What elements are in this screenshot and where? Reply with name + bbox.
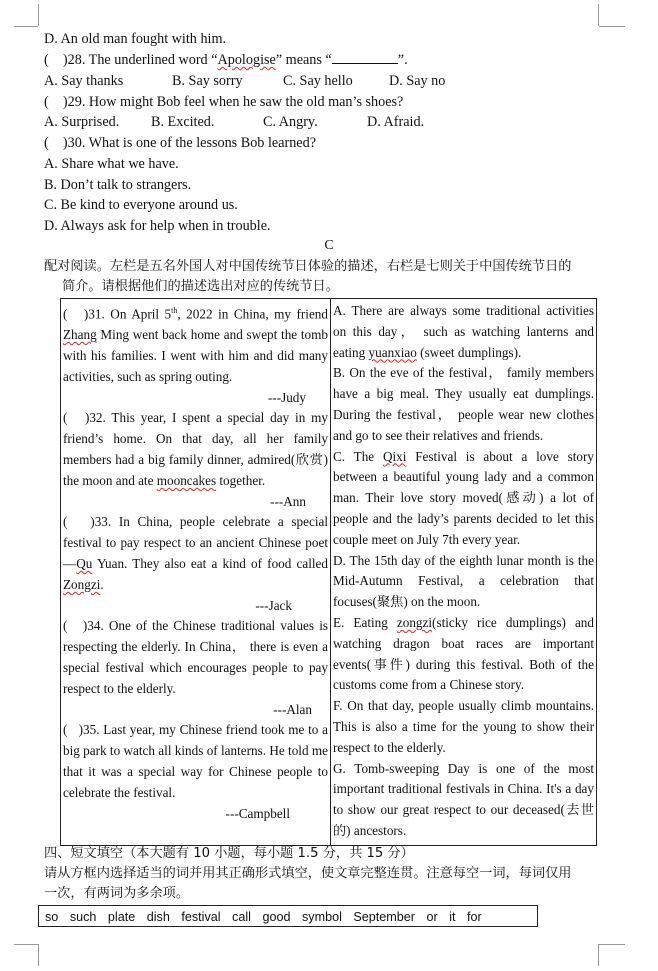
section-c-instruction-1: 配对阅读。左栏是五名外国人对中国传统节日体验的描述，右栏是七则关于中国传统节日的 — [44, 259, 572, 274]
word-bank-item: symbol — [301, 910, 342, 924]
item-35-signature: ---Campbell — [225, 805, 290, 821]
item-33: ( )33. In China, people celebrate a special festival to pay respect to an ancient Chinese poet—Qu Yuan. They also eat a kind of food called Zongzi. — [63, 514, 328, 592]
item-34: ( )34. One of the Chinese traditional values is respecting the elderly. In China， there is even a special festival which encourages people to pay respect to the elderly. — [63, 618, 328, 696]
option-e: E. Eating zongzi(sticky rice dumplings) and watching dragon boat races are important events(事件) during this festival. Both of the customs come from a Chinese story. — [333, 614, 594, 693]
q29-option-b: B. Excited. — [151, 114, 215, 130]
q28-option-d: D. Say no — [389, 73, 446, 89]
item-31: ( )31. On April 5th, 2022 in China, my friend Zhang Ming went back home and swept the tomb with his families. I went with him and did many activities, such as spring outing. — [63, 306, 328, 384]
section-4-instruction-2: 一次，有两词为多余项。 — [44, 886, 190, 901]
crop-mark-bottom-left-v — [38, 944, 39, 966]
word-bank — [38, 905, 538, 927]
q29-options — [44, 112, 424, 132]
word-bank-item: dish — [146, 910, 170, 924]
underlined-word: Apologise — [217, 52, 276, 68]
q28-stem: ( )28. The underlined word “Apologise” means “ ”. — [44, 52, 408, 68]
q28-option-a: A. Say thanks — [44, 73, 124, 89]
option-f: F. On that day, people usually climb mountains. This is also a time for the young to show their respect to the elderly. — [333, 698, 594, 755]
option-g: G. Tomb-sweeping Day is one of the most important traditional festivals in China. It's a day to show our great respect to our deceased(去世的) ancestors. — [333, 760, 594, 838]
q27-option-d: D. An old man fought with him. — [44, 31, 227, 47]
q30-option-d: D. Always ask for help when in trouble. — [44, 218, 271, 234]
matching-table — [60, 298, 597, 846]
word-bank-item: it — [449, 910, 456, 924]
answer-blank — [332, 51, 398, 64]
q28-option-b: B. Say sorry — [172, 73, 243, 89]
q30-option-b: B. Don’t talk to strangers. — [44, 177, 192, 193]
q29-option-d: D. Afraid. — [367, 114, 425, 130]
word-bank-item: plate — [107, 910, 136, 924]
crop-mark-bottom-right-h — [599, 944, 625, 945]
item-32-signature: ---Ann — [270, 493, 306, 509]
item-32: ( )32. This year, I spent a special day in my friend’s home. On that day, all her family members had a big family dinner, admired(欣赏) the moon and ate mooncakes together. — [63, 410, 328, 488]
section-4-instruction-1: 请从方框内选择适当的词并用其正确形式填空，使文章完整连贯。注意每空一词，每词仅用 — [44, 866, 572, 881]
crop-mark-bottom-left-h — [14, 944, 38, 945]
item-34-signature: ---Alan — [273, 701, 312, 717]
q28-option-c: C. Say hello — [283, 73, 353, 89]
crop-mark-top-right-v — [598, 4, 599, 26]
q29-option-c: C. Angry. — [263, 114, 318, 130]
q30-option-a: A. Share what we have. — [44, 156, 179, 172]
item-33-signature: ---Jack — [255, 597, 292, 613]
q30-option-c: C. Be kind to everyone around us. — [44, 197, 238, 213]
word-bank-item: September — [353, 910, 415, 924]
word-bank-item: call — [232, 910, 251, 924]
word-bank-item: festival — [181, 910, 221, 924]
word-bank-item: so — [45, 910, 59, 924]
option-d: D. The 15th day of the eighth lunar month is the Mid-Autumn Festival, a celebration that focuses(聚焦) on the moon. — [333, 552, 594, 610]
item-31-signature: ---Judy — [267, 389, 306, 405]
q29-stem: ( )29. How might Bob feel when he saw the old man’s shoes? — [44, 94, 404, 110]
left-column — [61, 299, 331, 846]
word-bank-item: or — [426, 910, 438, 924]
option-b: B. On the eve of the festival， family members have a big meal. They usually eat dumplings. During the festival， people wear new clothes and go to see their relatives and friends. — [333, 365, 594, 443]
option-c: C. The Qixi Festival is about a love story between a beautiful young lady and a common man. Their love story moved(感动) a lot of people and the lady’s parents decided to let this couple meet on July 7th every year. — [333, 448, 595, 547]
item-35: ( )35. Last year, my Chinese friend took me to a big park to watch all kinds of lanterns. He told me that it was a special way for Chinese people to celebrate the festival. — [63, 722, 328, 800]
q30-stem: ( )30. What is one of the lessons Bob learned? — [44, 135, 316, 151]
q28-options — [44, 71, 445, 91]
word-bank-item: such — [69, 910, 97, 924]
right-column — [331, 299, 597, 846]
option-a: A. There are always some traditional activities on this day， such as watching lanterns and eating yuanxiao (sweet dumplings). — [333, 303, 594, 360]
section-c-instruction-2: 简介。请根据他们的描述选出对应的传统节日。 — [62, 279, 339, 294]
word-bank-item: good — [262, 910, 291, 924]
word-bank-item: for — [466, 910, 482, 924]
section-c-letter: C — [324, 238, 334, 253]
crop-mark-top-right-h — [599, 26, 625, 27]
crop-mark-top-left-h — [14, 26, 38, 27]
crop-mark-top-left-v — [38, 4, 39, 26]
crop-mark-bottom-right-v — [598, 944, 599, 966]
q29-option-a: A. Surprised. — [44, 114, 120, 130]
section-4-heading: 四、短文填空（本大题有 10 小题，每小题 1.5 分，共 15 分） — [44, 846, 414, 861]
